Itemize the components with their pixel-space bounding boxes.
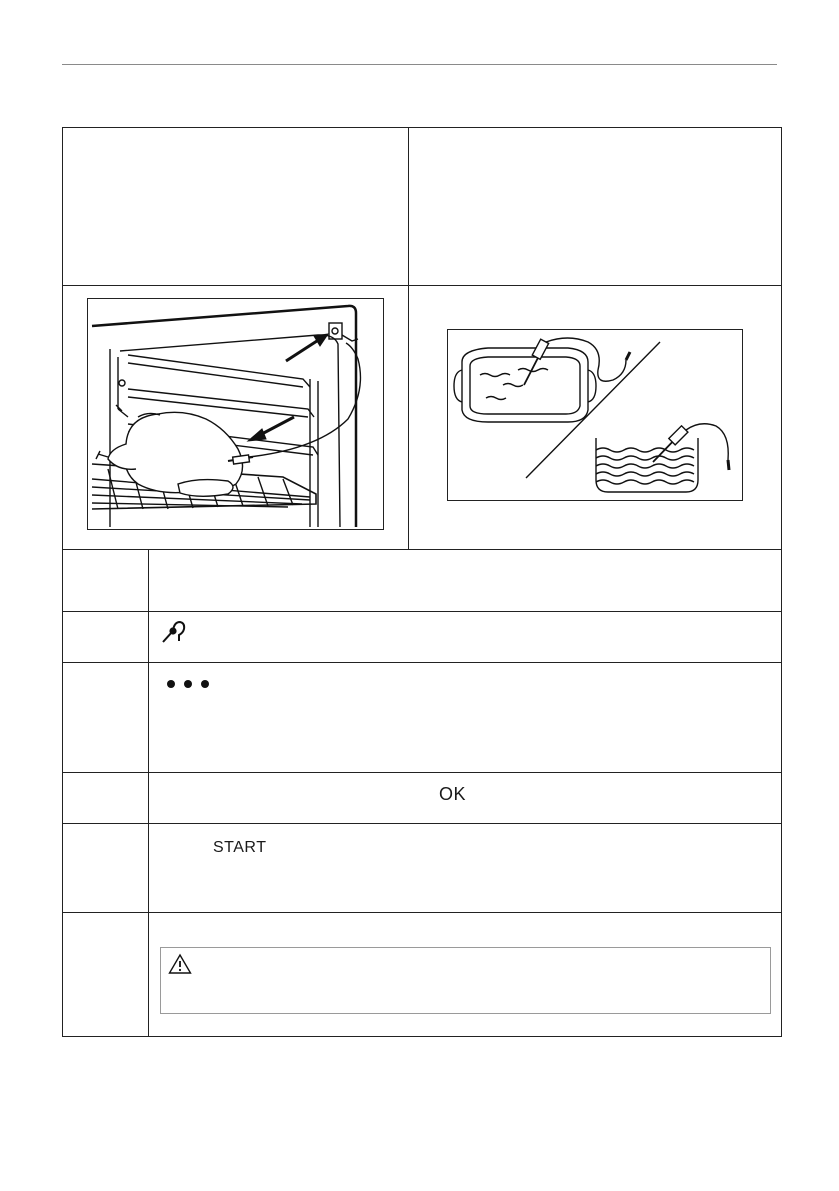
- row-divider: [63, 823, 781, 824]
- casserole-handle: [588, 370, 596, 402]
- header-rule: [62, 64, 777, 65]
- probe-cable: [546, 338, 626, 381]
- casserole-handle: [454, 370, 462, 402]
- food-texture: [480, 369, 548, 400]
- row-divider: [63, 611, 781, 612]
- warning-dot: [179, 969, 181, 971]
- rail-screw: [119, 380, 125, 386]
- row-divider: [63, 772, 781, 773]
- arrow-head: [248, 429, 266, 441]
- row-divider: [63, 285, 781, 286]
- start-button-label: START: [213, 839, 267, 856]
- socket-hole: [332, 328, 338, 334]
- row-divider: [63, 662, 781, 663]
- dot: [184, 680, 192, 688]
- warning-triangle-icon: [168, 953, 192, 980]
- probe-plug: [626, 352, 630, 360]
- arrow-to-socket: [286, 339, 320, 361]
- three-dots-icon: [164, 677, 214, 691]
- casserole-inner: [470, 357, 580, 414]
- chicken-bone: [116, 405, 128, 417]
- probe-grip: [233, 455, 250, 464]
- ok-button-label: OK: [439, 784, 467, 804]
- oven-chicken-svg: [88, 299, 383, 529]
- chicken-bone: [96, 451, 108, 459]
- row-divider: [63, 549, 781, 550]
- oven-probe-illustration: [87, 298, 384, 530]
- probe-icon: [160, 619, 190, 649]
- probe-cable: [686, 424, 728, 460]
- probe-plug: [728, 460, 729, 470]
- probe-grip: [669, 426, 688, 445]
- dot: [167, 680, 175, 688]
- row-divider: [63, 912, 781, 913]
- warning-box: [160, 947, 771, 1014]
- probe-cable: [249, 343, 360, 457]
- column-divider-top: [408, 128, 409, 549]
- shelf-runner: [128, 355, 310, 387]
- dot: [201, 680, 209, 688]
- arrow-head: [314, 334, 328, 346]
- diagonal-divider: [526, 342, 660, 478]
- probe-usage-illustration: [447, 329, 743, 501]
- liquid-waves: [596, 448, 694, 484]
- shelf-runner: [128, 389, 314, 417]
- chicken-drumstick: [178, 480, 233, 497]
- casserole-svg: [448, 330, 742, 500]
- step-column-divider: [148, 549, 149, 1037]
- instruction-table: [62, 127, 782, 1037]
